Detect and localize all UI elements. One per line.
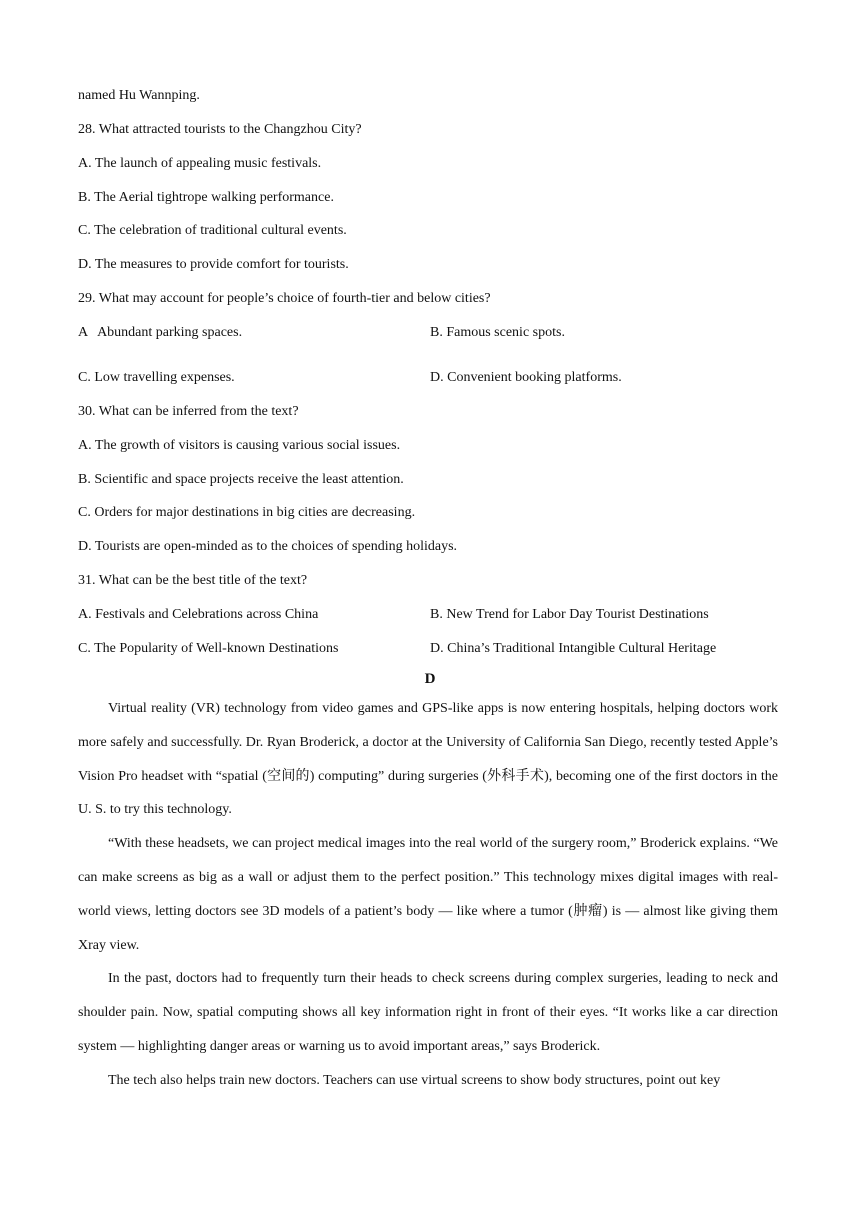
- question-29-option-d: D. Convenient booking platforms.: [430, 370, 622, 385]
- question-30-option-a: A. The growth of visitors is causing various social issues.: [78, 438, 401, 453]
- question-30-stem: 30. What can be inferred from the text?: [78, 404, 299, 419]
- question-30-option-b: B. Scientific and space projects receive the least attention.: [78, 472, 404, 487]
- passage-paragraph-2: “With these headsets, we can project medical images into the real world of the surgery room,” Broderick explains. “We can make screens as big as a wall or adjust them to the perfect position.” This technology mixes digital images with real-world views, letting doctors see 3D models of a patient’s body — like where a tumor (肿瘤) is — almost like giving them Xray view.: [78, 836, 778, 953]
- intro-line: named Hu Wannping.: [78, 88, 200, 103]
- passage-body: [78, 692, 778, 1098]
- question-29-option-c: C. Low travelling expenses.: [78, 370, 235, 385]
- passage-paragraph-3: In the past, doctors had to frequently turn their heads to check screens during complex surgeries, leading to neck and shoulder pain. Now, spatial computing shows all key information right in front of their eyes. “It works like a car direction system — highlighting danger areas or warning us to avoid important areas,” says Broderick.: [78, 971, 778, 1054]
- question-29-stem: 29. What may account for people’s choice of fourth-tier and below cities?: [78, 291, 491, 306]
- question-29-option-a: A Abundant parking spaces.: [78, 325, 243, 340]
- question-28-option-c: C. The celebration of traditional cultural events.: [78, 223, 347, 238]
- question-30-option-d: D. Tourists are open-minded as to the choices of spending holidays.: [78, 539, 458, 554]
- question-31-option-a: A. Festivals and Celebrations across China: [78, 607, 319, 622]
- question-31-option-d: D. China’s Traditional Intangible Cultural Heritage: [430, 641, 717, 656]
- question-29-option-b: B. Famous scenic spots.: [430, 325, 565, 340]
- passage-paragraph-1: Virtual reality (VR) technology from video games and GPS-like apps is now entering hospitals, helping doctors work more safely and successfully. Dr. Ryan Broderick, a doctor at the University of California San Diego, recently tested Apple’s Vision Pro headset with “spatial (空间的) computing” during surgeries (外科手术), becoming one of the first doctors in the U. S. to try this technology.: [78, 701, 778, 818]
- question-31-stem: 31. What can be the best title of the text?: [78, 573, 308, 588]
- question-28-stem: 28. What attracted tourists to the Changzhou City?: [78, 122, 362, 137]
- passage-paragraph-4: The tech also helps train new doctors. Teachers can use virtual screens to show body structures, point out key: [108, 1072, 721, 1088]
- question-28-option-b: B. The Aerial tightrope walking performance.: [78, 190, 334, 205]
- question-28-option-a: A. The launch of appealing music festivals.: [78, 156, 322, 171]
- question-28-option-d: D. The measures to provide comfort for tourists.: [78, 257, 349, 272]
- section-heading: D: [424, 671, 436, 687]
- question-31-option-c: C. The Popularity of Well-known Destinations: [78, 641, 339, 656]
- question-30-option-c: C. Orders for major destinations in big cities are decreasing.: [78, 505, 416, 520]
- question-31-option-b: B. New Trend for Labor Day Tourist Destinations: [430, 607, 709, 622]
